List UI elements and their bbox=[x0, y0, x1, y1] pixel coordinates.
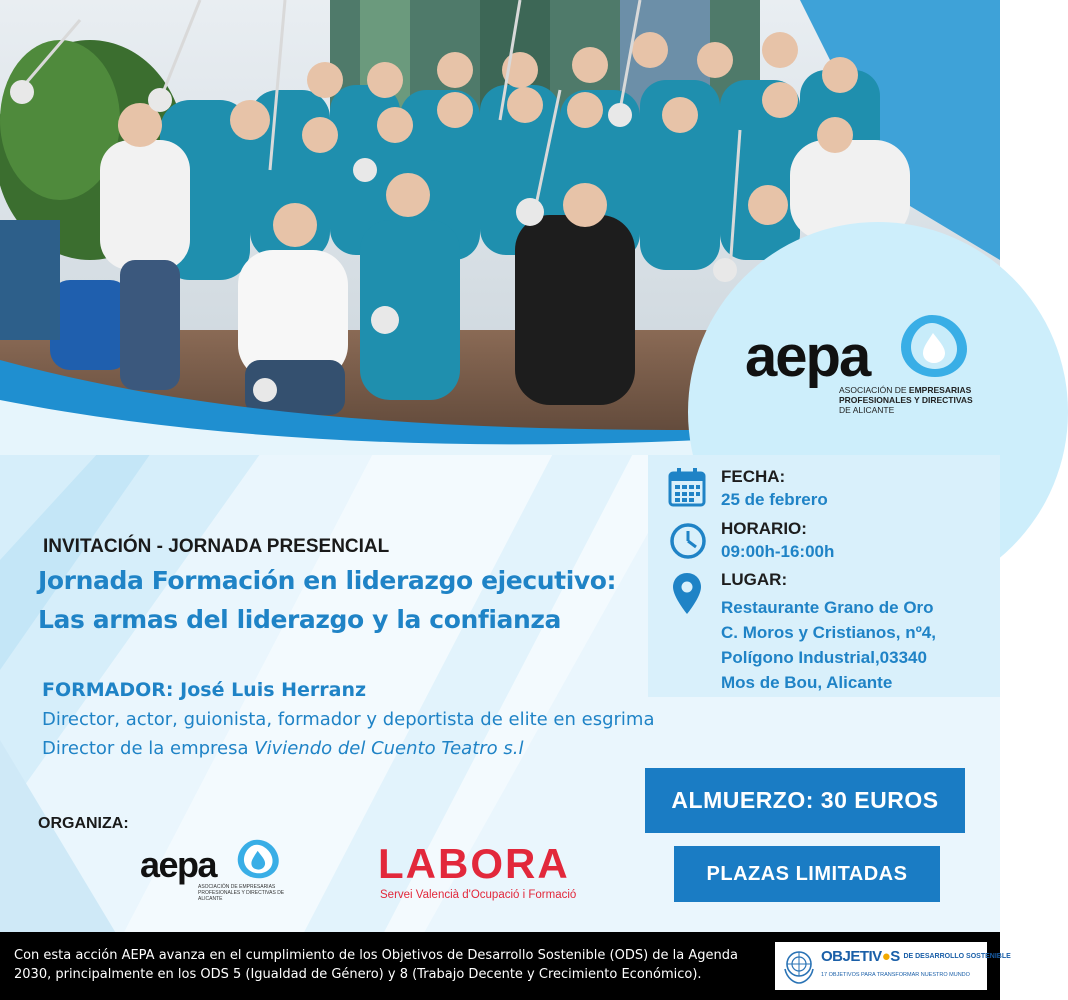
organiza-label: ORGANIZA: bbox=[38, 815, 129, 832]
lugar-line-4: Mos de Bou, Alicante bbox=[721, 673, 893, 692]
horario-label: HORARIO: bbox=[721, 519, 807, 538]
event-title-line-1: Jornada Formación en liderazgo ejecutivo: bbox=[38, 566, 617, 595]
aepa-sub-part1-bold: EMPRESARIAS bbox=[908, 385, 972, 395]
formador-desc-line-1: Director, actor, guionista, formador y deportista de elite en esgrima bbox=[42, 709, 655, 730]
horario-value: 09:00h-16:00h bbox=[721, 542, 835, 561]
labora-logo bbox=[378, 840, 593, 910]
formador-desc-line-2 bbox=[42, 738, 524, 759]
lugar-line-2: C. Moros y Cristianos, nº4, bbox=[721, 623, 936, 642]
ods-title-b: S bbox=[890, 948, 900, 965]
event-title-line-2: Las armas del liderazgo y la confianza bbox=[38, 605, 561, 634]
plazas-limitadas-banner[interactable]: PLAZAS LIMITADAS bbox=[674, 846, 940, 902]
footer-ods-text: Con esta acción AEPA avanza en el cumplimiento de los Objetivos de Desarrollo Sostenible (ODS) de la Agenda 2030, principalmente en los ODS 5 (Igualdad de Género) y 8 (Trabajo Decente y Crecimiento Económico). bbox=[14, 948, 738, 982]
aepa-small-subtitle: ASOCIACIÓN DE EMPRESARIAS PROFESIONALES Y DIRECTIVAS DE ALICANTE bbox=[198, 884, 285, 902]
aepa-logo-footer bbox=[140, 838, 290, 908]
formador-name: FORMADOR: José Luis Herranz bbox=[42, 679, 367, 701]
ods-title-a: OBJETIV bbox=[821, 948, 882, 965]
aepa-sub-part3: DE ALICANTE bbox=[839, 405, 895, 415]
aepa-logo-wordmark: aepa bbox=[745, 324, 870, 389]
calendar-icon bbox=[668, 467, 706, 507]
location-pin-icon bbox=[672, 572, 702, 616]
event-info-panel bbox=[648, 455, 1000, 697]
labora-subtitle: Servei Valencià d'Ocupació i Formació bbox=[380, 889, 577, 901]
labora-wordmark: LABORA bbox=[378, 840, 570, 887]
aepa-small-drop-icon bbox=[234, 838, 280, 880]
lugar-label: LUGAR: bbox=[721, 570, 788, 589]
formador-desc-prefix: Director de la empresa bbox=[42, 738, 255, 759]
aepa-sub-part1: ASOCIACIÓN DE bbox=[839, 385, 907, 395]
ods-title-o-icon: ● bbox=[881, 948, 891, 965]
clock-icon bbox=[668, 521, 708, 561]
fecha-label: FECHA: bbox=[721, 467, 786, 486]
lugar-line-3: Polígono Industrial,03340 bbox=[721, 648, 927, 667]
almuerzo-price-banner[interactable]: ALMUERZO: 30 EUROS bbox=[645, 768, 965, 833]
lugar-line-1: Restaurante Grano de Oro bbox=[721, 598, 934, 617]
aepa-logo-header bbox=[745, 315, 985, 435]
aepa-logo-drop-icon bbox=[895, 313, 969, 379]
aepa-logo-subtitle bbox=[839, 385, 989, 415]
aepa-sub-part2: PROFESIONALES Y DIRECTIVAS bbox=[839, 395, 973, 405]
ods-badge bbox=[775, 942, 1011, 990]
ods-title-c: DE DESARROLLO SOSTENIBLE bbox=[903, 953, 1011, 960]
un-globe-icon bbox=[781, 947, 817, 985]
aepa-small-wordmark: aepa bbox=[140, 844, 217, 885]
footer-bar bbox=[0, 932, 1011, 1000]
invitation-heading: INVITACIÓN - JORNADA PRESENCIAL bbox=[43, 536, 390, 557]
company-name: Viviendo del Cuento Teatro s.l bbox=[254, 738, 524, 759]
ods-subtitle: 17 OBJETIVOS PARA TRANSFORMAR NUESTRO MUNDO bbox=[821, 972, 970, 978]
ods-title bbox=[821, 948, 1011, 965]
fecha-value: 25 de febrero bbox=[721, 490, 828, 509]
